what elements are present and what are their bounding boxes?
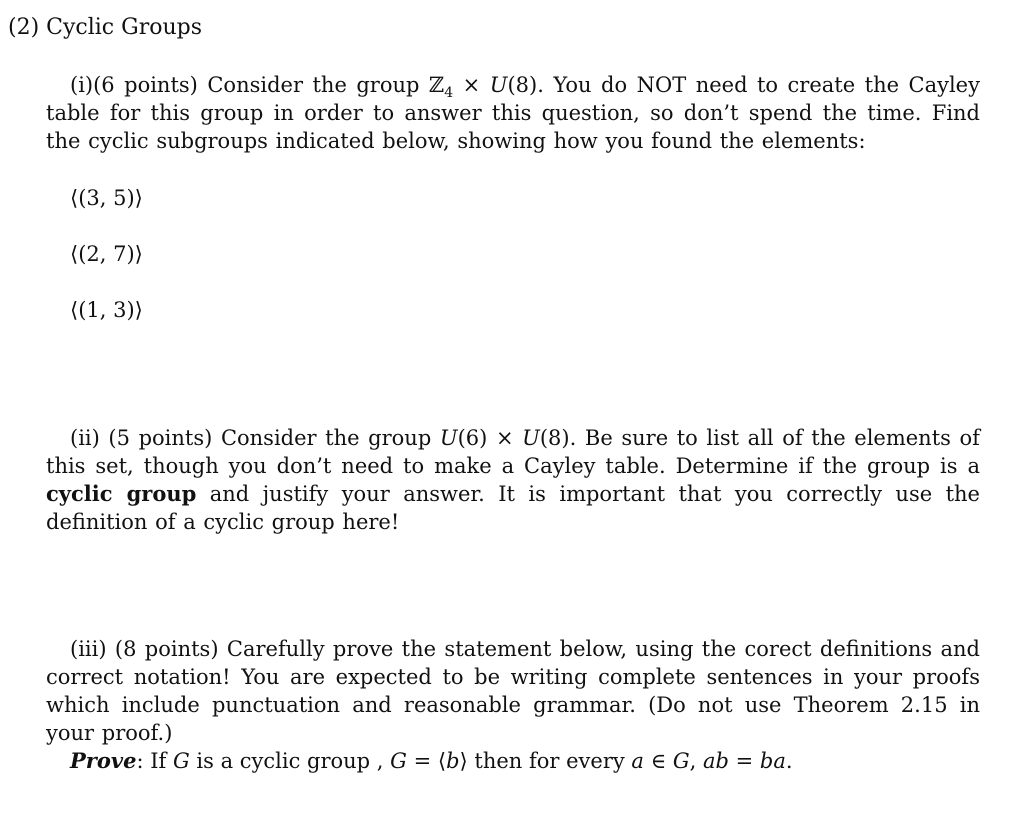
part-i-label: (i)(6 points) xyxy=(70,73,198,97)
part-iii-paragraph: (iii) (8 points) Carefully prove the statement below, using the corect definitions and correct notation! You are expected to be writing complete sentences in your proofs which include punctuation and reasonable grammar. (Do not use Theorem 2.15 in your proof.) xyxy=(46,637,980,745)
group-z4: ℤ$_4$ xyxy=(428,73,454,102)
section-heading: (2) Cyclic Groups xyxy=(8,15,203,40)
bold-term: cyclic group xyxy=(46,481,197,506)
part-i-paragraph: (i)(6 points) Consider the group ℤ$_4$ × U(8). You do NOT need to create the Cayley table for this group in order to answer this question, so don’t spend the time. Find the cyclic subgroups indicated below, showing how you found the elements: xyxy=(46,73,980,153)
subgroup-1: ⟨(3, 5)⟩ xyxy=(70,186,143,210)
subgroup-2: ⟨(2, 7)⟩ xyxy=(70,242,143,266)
prove-label: Prove xyxy=(70,748,137,773)
subgroup-3: ⟨(1, 3)⟩ xyxy=(70,298,143,322)
prove-statement: Prove: If G is a cyclic group , G = ⟨b⟩ then for every a ∈ G, ab = ba. xyxy=(70,748,793,773)
part-ii-label: (ii) (5 points) xyxy=(70,426,213,450)
part-iii-label: (iii) (8 points) xyxy=(70,637,219,661)
part-ii-paragraph: (ii) (5 points) Consider the group U(6) × U(8). Be sure to list all of the elements of this set, though you don’t need to make a Cayley table. Determine if the group is a cyclic group and justify your answer. It is important that you correctly use the definition of a cyclic group here! xyxy=(46,426,980,534)
